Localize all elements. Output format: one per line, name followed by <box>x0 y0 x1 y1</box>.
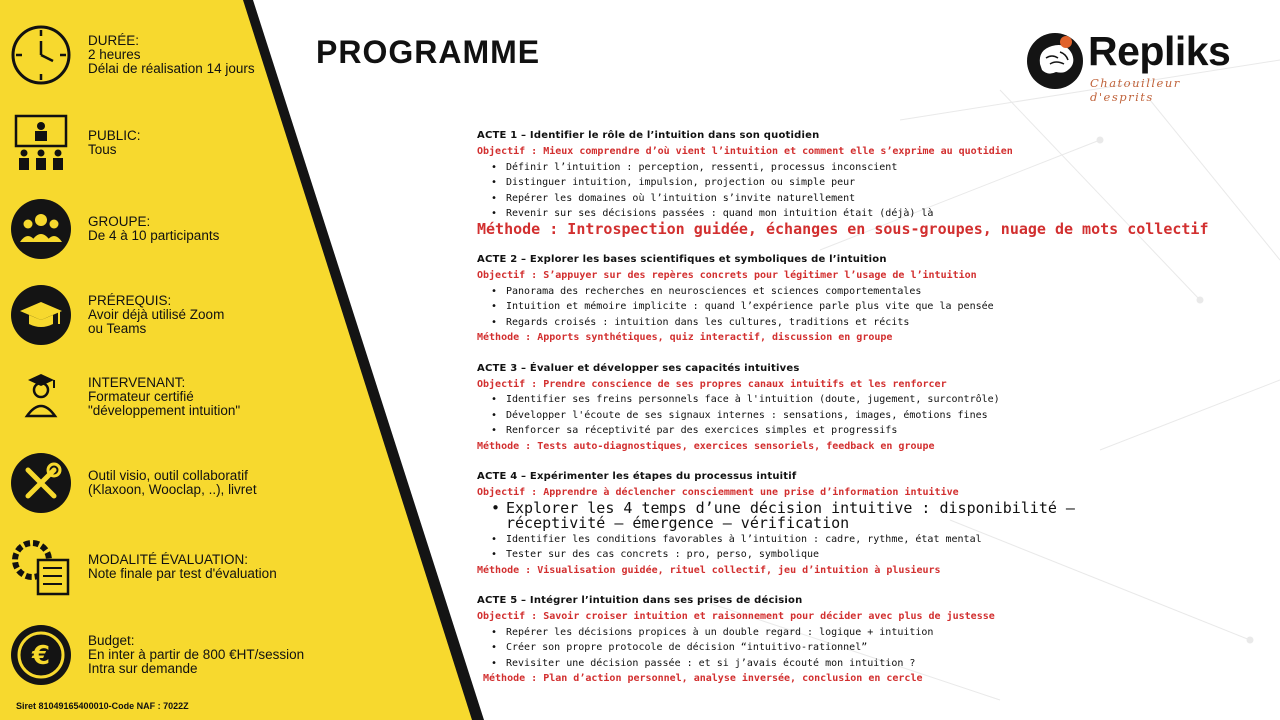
acte-bullets <box>477 498 1277 563</box>
budget-value-1: En inter à partir de 800 €HT/session <box>88 647 305 662</box>
acte-objectif: Objectif : Mieux comprendre d’où vient l’intuition et comment elle s’exprime au quotidien <box>477 146 1013 157</box>
list-item: • Définir l’intuition : perception, ressenti, processus inconscient <box>491 160 1277 176</box>
evaluation-value: Note finale par test d'évaluation <box>88 566 277 581</box>
logo-name: Repliks <box>1088 28 1231 74</box>
budget-label: Budget: <box>88 633 135 648</box>
info-public <box>10 112 141 174</box>
outils-value-1: Outil visio, outil collaboratif <box>88 468 248 483</box>
info-groupe <box>10 198 219 260</box>
acte-objectif: Objectif : S’appuyer sur des repères concrets pour légitimer l’usage de l’intuition <box>477 270 977 281</box>
intervenant-value-2: "développement intuition" <box>88 403 241 418</box>
acte-methode: Méthode : Visualisation guidée, rituel collectif, jeu d’intuition à plusieurs <box>477 564 941 576</box>
group-icon <box>10 198 72 260</box>
acte-bullets <box>477 625 1277 672</box>
prerequis-label: PRÉREQUIS: <box>88 293 172 308</box>
brain-logo-icon <box>1026 28 1086 92</box>
list-item: • Explorer les 4 temps d’une décision intuitive : disponibilité – réceptivité – émergence – vérification <box>491 501 1166 532</box>
acte-5 <box>477 593 1277 687</box>
info-budget <box>10 624 304 686</box>
list-item: • Identifier ses freins personnels face à l'intuition (doute, jugement, surcontrôle) <box>491 392 1277 408</box>
acte-4 <box>477 469 1277 578</box>
list-item: • Renforcer sa réceptivité par des exercices simples et progressifs <box>491 423 1277 439</box>
euro-icon <box>10 624 72 686</box>
acte-1 <box>477 128 1277 237</box>
list-item: • Créer son propre protocole de décision “intuitivo-rationnel” <box>491 640 1277 656</box>
acte-2 <box>477 252 1277 346</box>
budget-value-2: Intra sur demande <box>88 661 198 676</box>
list-item: • Repérer les décisions propices à un double regard : logique + intuition <box>491 625 1277 641</box>
acte-title: ACTE 5 – Intégrer l’intuition dans ses prises de décision <box>477 595 803 606</box>
list-item: • Développer l'écoute de ses signaux internes : sensations, images, émotions fines <box>491 408 1277 424</box>
public-value: Tous <box>88 142 117 157</box>
tools-icon <box>10 452 72 514</box>
info-outils <box>10 452 257 514</box>
duree-value: 2 heures <box>88 47 141 62</box>
info-prerequis <box>10 284 224 346</box>
siret-text: Siret 81049165400010-Code NAF : 7022Z <box>16 701 189 711</box>
acte-bullets <box>477 392 1277 439</box>
duree-delai: Délai de réalisation 14 jours <box>88 61 255 76</box>
list-item: • Panorama des recherches en neurosciences et sciences comportementales <box>491 284 1277 300</box>
acte-methode: Méthode : Tests auto-diagnostiques, exercices sensoriels, feedback en groupe <box>477 440 935 452</box>
groupe-label: GROUPE: <box>88 214 151 229</box>
list-item: • Regards croisés : intuition dans les cultures, traditions et récits <box>491 315 1277 331</box>
groupe-value: De 4 à 10 participants <box>88 228 220 243</box>
acte-title: ACTE 3 – Évaluer et développer ses capacités intuitives <box>477 362 800 374</box>
acte-title: ACTE 2 – Explorer les bases scientifiques et symboliques de l’intuition <box>477 254 887 265</box>
info-evaluation <box>10 536 277 598</box>
list-item: • Revisiter une décision passée : et si j’avais écouté mon intuition ? <box>491 656 1277 672</box>
clock-icon <box>10 24 72 86</box>
acte-title: ACTE 1 – Identifier le rôle de l’intuition dans son quotidien <box>477 130 820 141</box>
acte-title: ACTE 4 – Expérimenter les étapes du processus intuitif <box>477 471 797 482</box>
page-title: PROGRAMME <box>316 34 541 70</box>
outils-value-2: (Klaxoon, Wooclap, ..), livret <box>88 482 257 497</box>
list-item: • Distinguer intuition, impulsion, projection ou simple peur <box>491 175 1277 191</box>
prerequis-value-2: ou Teams <box>88 321 147 336</box>
acte-methode: Méthode : Introspection guidée, échanges en sous-groupes, nuage de mots collectif <box>477 219 1209 238</box>
intervenant-value-1: Formateur certifié <box>88 389 194 404</box>
evaluation-label: MODALITÉ ÉVALUATION: <box>88 552 249 567</box>
prerequis-value-1: Avoir déjà utilisé Zoom <box>88 307 225 322</box>
acte-bullets <box>477 284 1277 331</box>
acte-3 <box>477 361 1277 455</box>
evaluation-icon <box>10 536 72 598</box>
info-duree <box>10 24 255 86</box>
acte-bullets <box>477 160 1277 222</box>
list-item: • Repérer les domaines où l’intuition s’invite naturellement <box>491 191 1277 207</box>
acte-objectif: Objectif : Prendre conscience de ses propres canaux intuitifs et les renforcer <box>477 378 947 390</box>
list-item: • Revenir sur ses décisions passées : quand mon intuition était (déjà) là <box>491 206 1277 222</box>
logo-tagline: Chatouilleur d'esprits <box>1090 76 1181 104</box>
acte-methode: Méthode : Plan d’action personnel, analyse inversée, conclusion en cercle <box>483 673 923 684</box>
intervenant-label: INTERVENANT: <box>88 375 186 390</box>
list-item: • Identifier les conditions favorables à l’intuition : cadre, rythme, état mental <box>491 532 1277 548</box>
trainer-icon <box>10 366 72 428</box>
list-item: • Intuition et mémoire implicite : quand l’expérience parle plus vite que la pensée <box>491 299 1277 315</box>
acte-objectif: Objectif : Apprendre à déclencher consciemment une prise d’information intuitive <box>477 487 959 498</box>
info-intervenant <box>10 366 240 428</box>
duree-label: DURÉE: <box>88 33 140 48</box>
acte-objectif: Objectif : Savoir croiser intuition et raisonnement pour décider avec plus de justesse <box>477 611 995 622</box>
programme-content <box>477 128 1277 702</box>
list-item: • Tester sur des cas concrets : pro, perso, symbolique <box>491 547 1277 563</box>
acte-methode: Méthode : Apports synthétiques, quiz interactif, discussion en groupe <box>477 332 893 343</box>
public-label: PUBLIC: <box>88 128 141 143</box>
audience-icon <box>10 112 72 174</box>
logo <box>1026 28 1246 104</box>
graduation-cap-icon <box>10 284 72 346</box>
svg-text:€: € <box>31 641 51 671</box>
